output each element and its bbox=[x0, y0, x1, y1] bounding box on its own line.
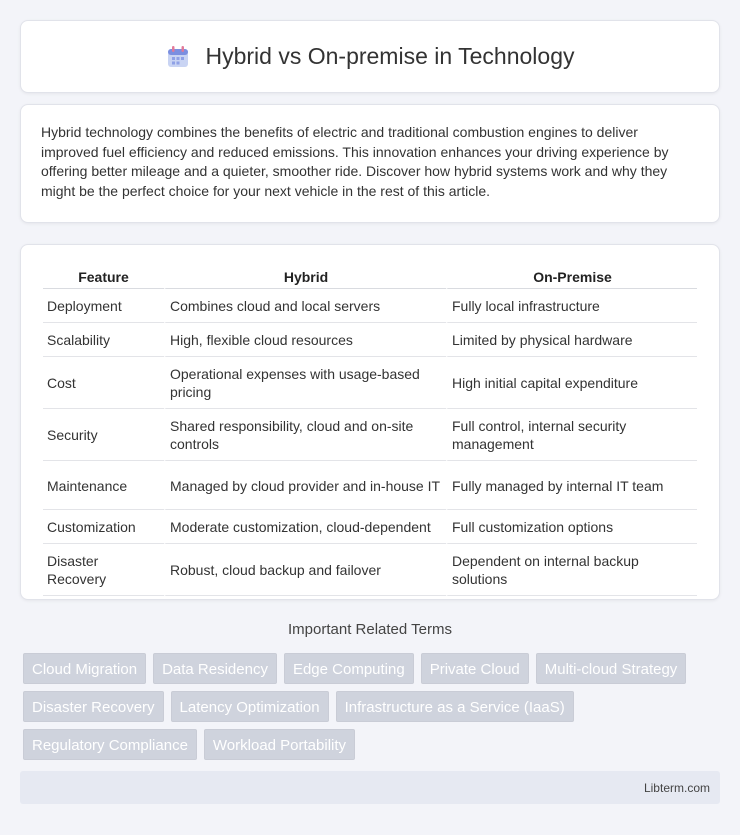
hybrid-cell: Robust, cloud backup and failover bbox=[164, 544, 446, 596]
hybrid-cell: Managed by cloud provider and in-house IT bbox=[164, 461, 446, 510]
tag-cloud-migration[interactable]: Cloud Migration bbox=[23, 653, 146, 684]
table-row bbox=[43, 357, 697, 409]
tag-latency-optimization[interactable]: Latency Optimization bbox=[171, 691, 329, 722]
tag-workload-portability[interactable]: Workload Portability bbox=[204, 729, 355, 760]
tag-edge-computing[interactable]: Edge Computing bbox=[284, 653, 414, 684]
table-row bbox=[43, 323, 697, 357]
comparison-card bbox=[20, 244, 720, 600]
feature-cell: Security bbox=[43, 409, 164, 461]
hybrid-cell: High, flexible cloud resources bbox=[164, 323, 446, 357]
footer-site-link[interactable]: Libterm.com bbox=[643, 780, 710, 795]
feature-cell: Scalability bbox=[43, 323, 164, 357]
on-premise-cell: Full control, internal security management bbox=[446, 409, 697, 461]
intro-text: Hybrid technology combines the benefits of electric and traditional combustion engines to deliver improved fuel efficiency and reduced emissions. This innovation enhances your driving experience by offering better mileage and a quieter, smoother ride. Discover how hybrid systems work and why they might be the perfect choice for your next vehicle in the rest of this article. bbox=[41, 124, 669, 199]
on-premise-cell: Fully managed by internal IT team bbox=[446, 461, 697, 510]
intro-card bbox=[20, 104, 720, 223]
header-on-premise: On-Premise bbox=[446, 265, 697, 289]
on-premise-cell: Limited by physical hardware bbox=[446, 323, 697, 357]
feature-cell: Customization bbox=[43, 510, 164, 544]
tag-regulatory-compliance[interactable]: Regulatory Compliance bbox=[23, 729, 197, 760]
table-row bbox=[43, 461, 697, 510]
tag-multi-cloud-strategy[interactable]: Multi-cloud Strategy bbox=[536, 653, 687, 684]
feature-cell: Cost bbox=[43, 357, 164, 409]
table-row bbox=[43, 289, 697, 323]
tag-data-residency[interactable]: Data Residency bbox=[153, 653, 277, 684]
comparison-table bbox=[43, 265, 697, 596]
table-row bbox=[43, 409, 697, 461]
feature-cell: Deployment bbox=[43, 289, 164, 323]
title-card bbox=[20, 20, 720, 93]
related-terms-title: Important Related Terms bbox=[288, 621, 452, 638]
calendar-icon bbox=[165, 44, 191, 70]
on-premise-cell: Full customization options bbox=[446, 510, 697, 544]
tag-disaster-recovery[interactable]: Disaster Recovery bbox=[23, 691, 164, 722]
feature-cell: Disaster Recovery bbox=[43, 544, 164, 596]
tag-infrastructure-as-a-service[interactable]: Infrastructure as a Service (IaaS) bbox=[336, 691, 574, 722]
on-premise-cell: Fully local infrastructure bbox=[446, 289, 697, 323]
hybrid-cell: Moderate customization, cloud-dependent bbox=[164, 510, 446, 544]
hybrid-cell: Shared responsibility, cloud and on-site controls bbox=[164, 409, 446, 461]
hybrid-cell: Combines cloud and local servers bbox=[164, 289, 446, 323]
header-hybrid: Hybrid bbox=[164, 265, 446, 289]
on-premise-cell: Dependent on internal backup solutions bbox=[446, 544, 697, 596]
table-row bbox=[43, 544, 697, 596]
header-feature: Feature bbox=[43, 265, 164, 289]
hybrid-cell: Operational expenses with usage-based pricing bbox=[164, 357, 446, 409]
feature-cell: Maintenance bbox=[43, 461, 164, 510]
on-premise-cell: High initial capital expenditure bbox=[446, 357, 697, 409]
page-title: Hybrid vs On-premise in Technology bbox=[205, 43, 575, 69]
related-terms-list bbox=[23, 653, 723, 760]
tag-private-cloud[interactable]: Private Cloud bbox=[421, 653, 529, 684]
table-row bbox=[43, 510, 697, 544]
table-header-row bbox=[43, 265, 697, 289]
footer bbox=[20, 771, 720, 804]
